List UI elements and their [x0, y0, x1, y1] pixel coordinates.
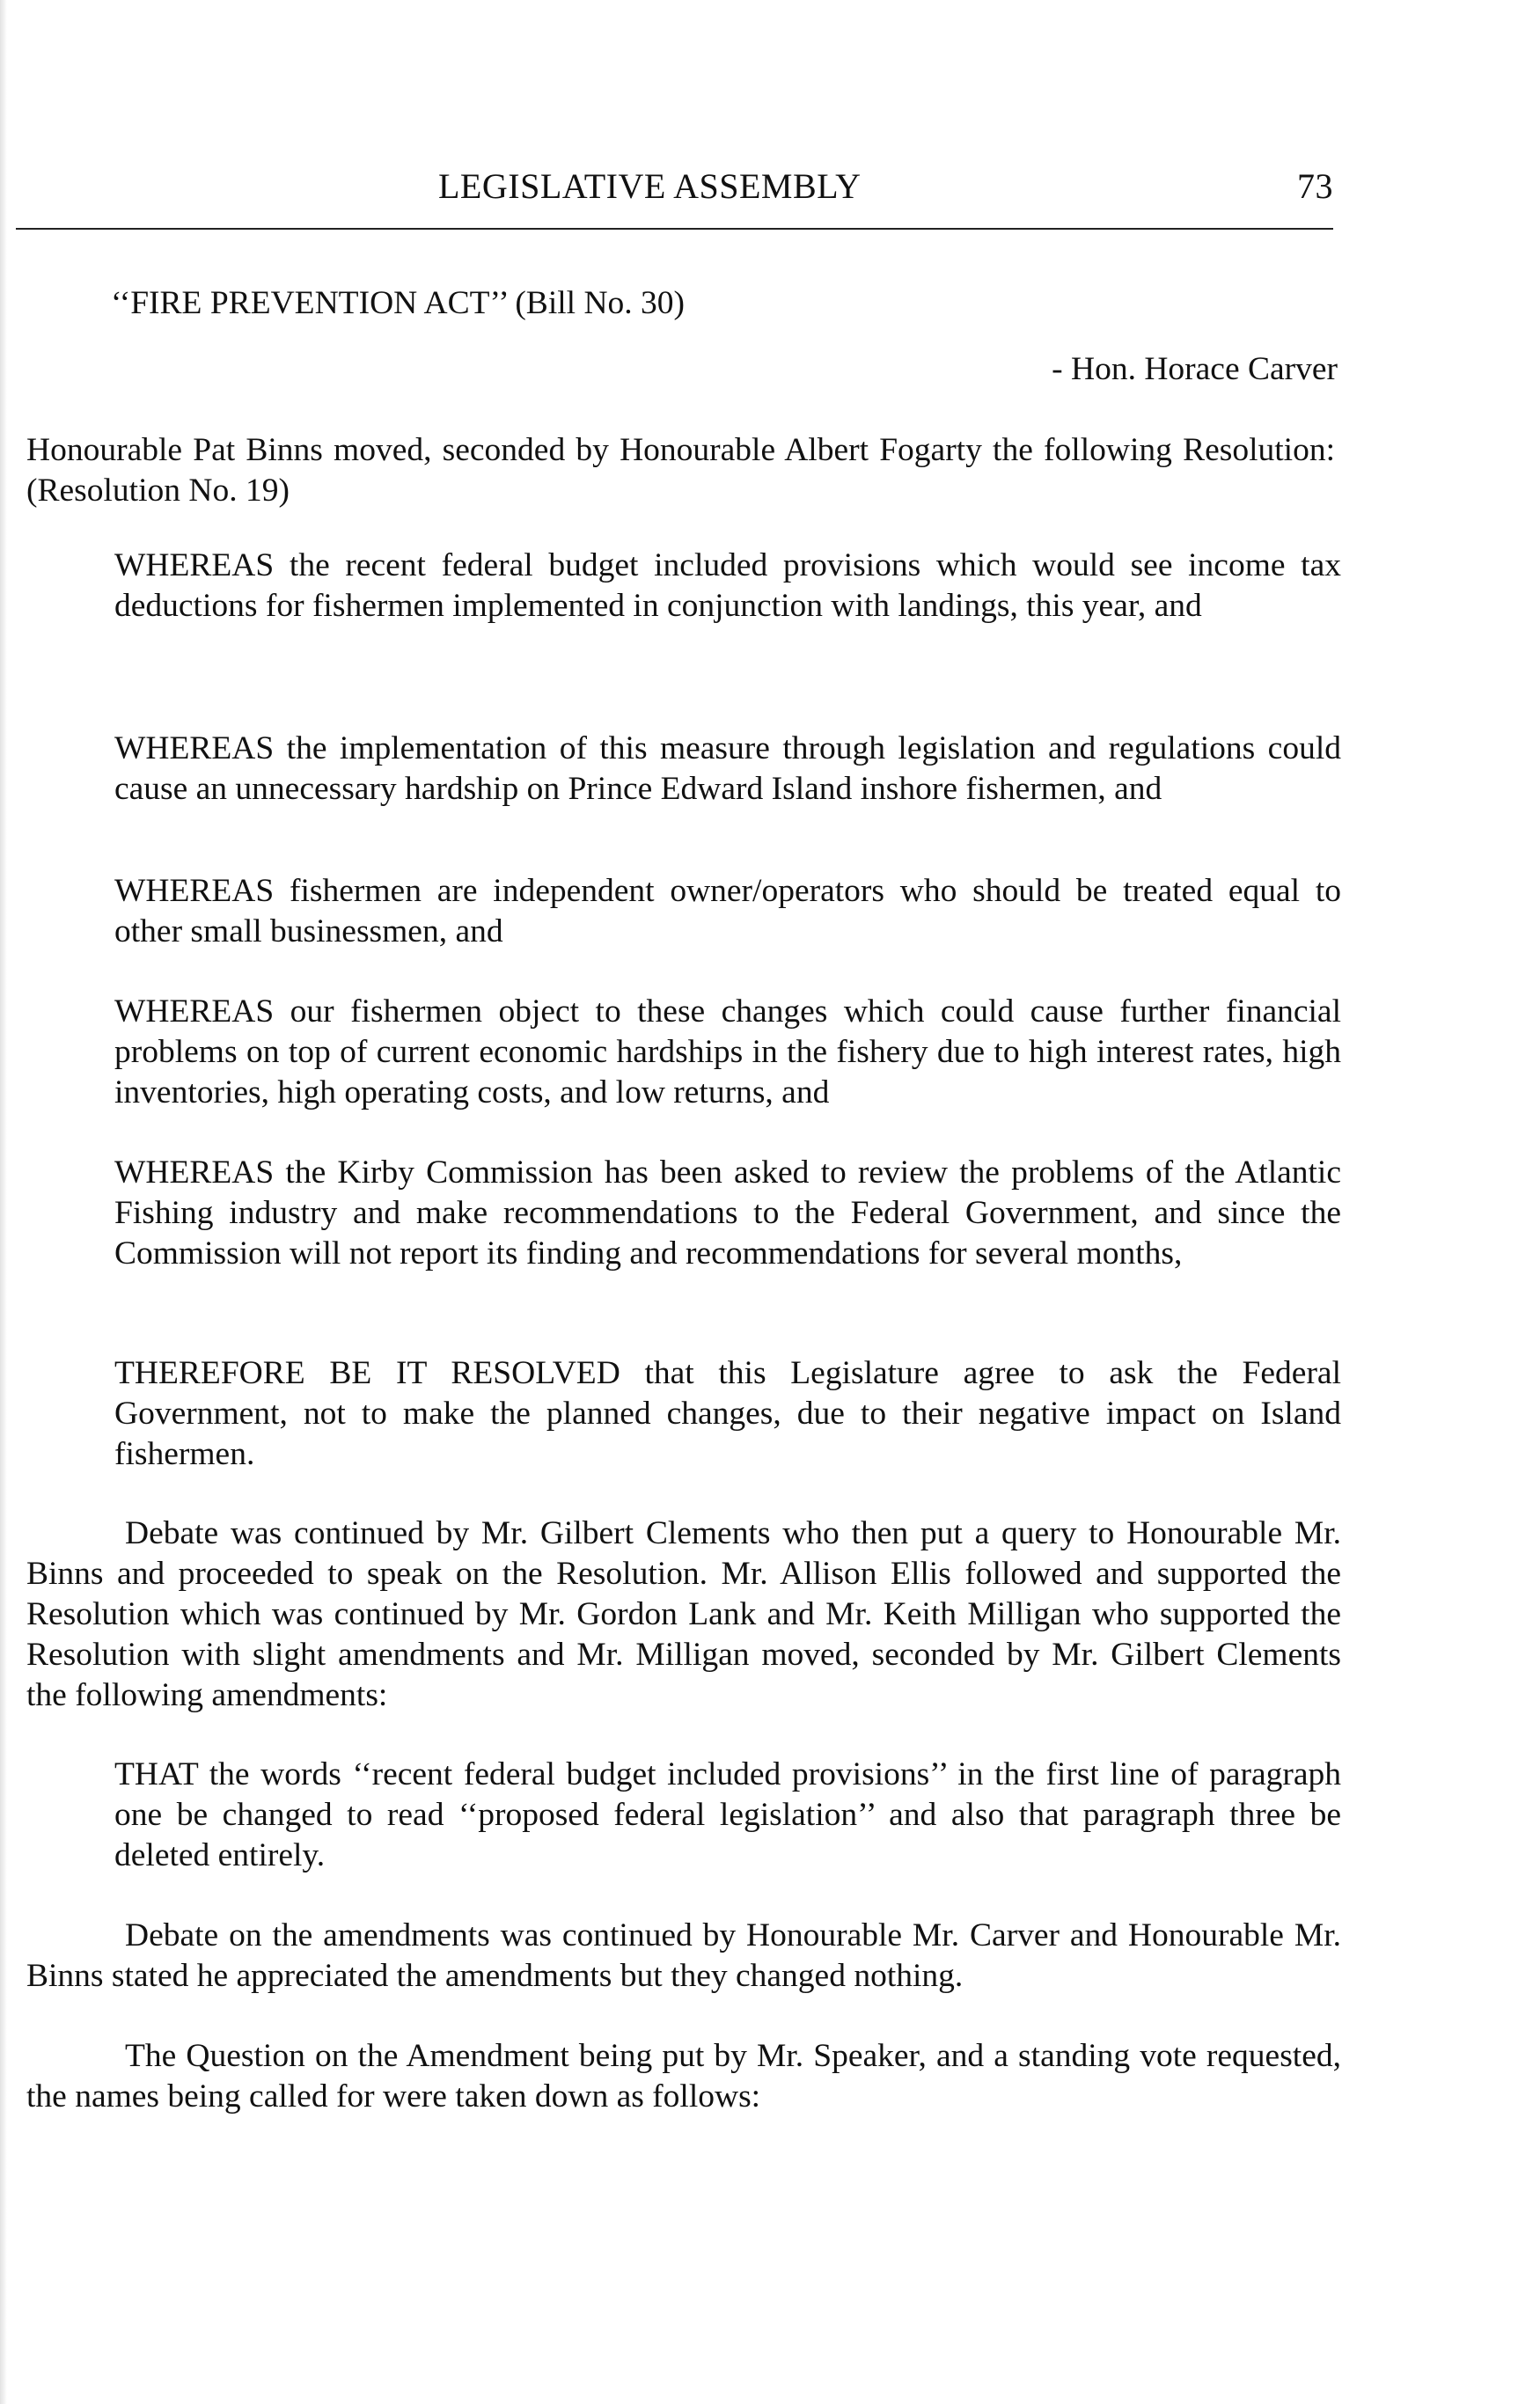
- resolution-whereas-2: WHEREAS the implementation of this measure through legislation and regulations could cause an unnecessary hardship on Prince Edward Island inshore fishermen, and: [114, 730, 1341, 807]
- question-paragraph: The Question on the Amendment being put by Mr. Speaker, and a standing vote requested, the names being called for were taken down as follows:: [26, 2038, 1341, 2114]
- page-number: 73: [1297, 166, 1333, 206]
- motion-intro: Honourable Pat Binns moved, seconded by Honourable Albert Fogarty the following Resolution: (Resolution No. 19): [26, 432, 1335, 509]
- page-edge-shadow: [0, 0, 7, 2404]
- resolution-whereas-1: WHEREAS the recent federal budget included provisions which would see income tax deductions for fishermen implemented in conjunction with landings, this year, and: [114, 547, 1341, 624]
- resolution-whereas-5: WHEREAS the Kirby Commission has been asked to review the problems of the Atlantic Fishing industry and make recommendations to the Federal Government, and since the Commission will not report its finding and recommendations for several months,: [114, 1154, 1341, 1272]
- resolution-whereas-4: WHEREAS our fishermen object to these changes which could cause further financial problems on top of current economic hardships in the fishery due to high interest rates, high inventories, high operating costs, and low returns, and: [114, 993, 1341, 1110]
- amendment-debate-paragraph: Debate on the amendments was continued by Honourable Mr. Carver and Honourable Mr. Binns stated he appreciated the amendments but they changed nothing.: [26, 1917, 1341, 1994]
- amendment-text: THAT the words ‘‘recent federal budget included provisions’’ in the first line of paragraph one be changed to read ‘‘proposed federal legislation’’ and also that paragraph three be deleted entirely.: [114, 1756, 1341, 1873]
- bill-title: ‘‘FIRE PREVENTION ACT’’ (Bill No. 30): [111, 285, 686, 321]
- resolution-therefore: THEREFORE BE IT RESOLVED that this Legislature agree to ask the Federal Government, not to make the planned changes, due to their negative impact on Island fishermen.: [114, 1355, 1341, 1472]
- header-rule: [16, 228, 1333, 230]
- header-title: LEGISLATIVE ASSEMBLY: [438, 166, 862, 206]
- bill-sponsor: - Hon. Horace Carver: [1052, 351, 1338, 387]
- resolution-whereas-3: WHEREAS fishermen are independent owner/operators who should be treated equal to other small businessmen, and: [114, 873, 1341, 949]
- debate-paragraph: Debate was continued by Mr. Gilbert Clements who then put a query to Honourable Mr. Binns and proceeded to speak on the Resolution. Mr. Allison Ellis followed and supported the Resolution which was continued by Mr. Gordon Lank and Mr. Keith Milligan who supported the Resolution with slight amendments and Mr. Milligan moved, seconded by Mr. Gilbert Clements the following amendments:: [26, 1515, 1341, 1713]
- running-header: [26, 165, 1333, 209]
